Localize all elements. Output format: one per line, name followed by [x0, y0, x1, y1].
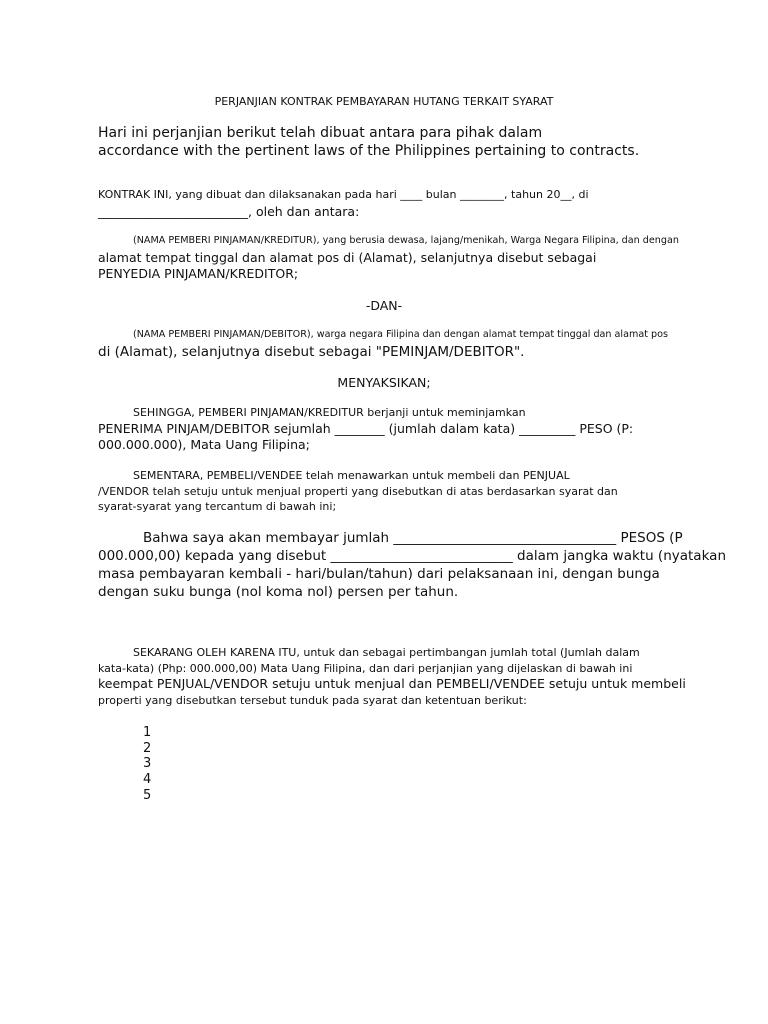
promise-line-2: 000.000,00) kepada yang disebut ___________________________ dalam jangka waktu (nyatakan: [98, 548, 726, 564]
creditor-line-2: alamat tempat tinggal dan alamat pos di (Alamat), selanjutnya disebut sebagai: [98, 250, 597, 265]
creditor-line-3: PENYEDIA PINJAMAN/KREDITOR;: [98, 266, 299, 281]
now-therefore-line-1: SEKARANG OLEH KARENA ITU, untuk dan sebagai pertimbangan jumlah total (Jumlah dalam: [133, 646, 640, 659]
creditor-line-1: (NAMA PEMBERI PINJAMAN/KREDITUR), yang berusia dewasa, lajang/menikah, Warga Negara Filipina, dan dengan: [133, 235, 679, 246]
now-therefore-line-2: kata-kata) (Php: 000.000,00) Mata Uang Filipina, dan dari perjanjian yang dijelaskan di bawah ini: [98, 662, 633, 675]
witness-heading: MENYAKSIKAN;: [337, 375, 431, 390]
now-therefore-line-3: keempat PENJUAL/VENDOR setuju untuk menjual dan PEMBELI/VENDEE setuju untuk membeli: [98, 676, 686, 691]
term-number-5: 5: [143, 788, 152, 803]
promise-line-3: masa pembayaran kembali - hari/bulan/tahun) dari pelaksanaan ini, dengan bunga: [98, 566, 660, 582]
term-number-3: 3: [143, 756, 152, 771]
intro-line-2: accordance with the pertinent laws of the Philippines pertaining to contracts.: [98, 143, 640, 159]
whereas2-line-1: SEMENTARA, PEMBELI/VENDEE telah menawarkan untuk membeli dan PENJUAL: [133, 469, 570, 482]
term-number-4: 4: [143, 772, 152, 787]
contract-line-2: ________________________, oleh dan antara:: [98, 204, 360, 219]
debtor-line-2: di (Alamat), selanjutnya disebut sebagai "PEMINJAM/DEBITOR".: [98, 344, 525, 360]
document-title: PERJANJIAN KONTRAK PEMBAYARAN HUTANG TERKAIT SYARAT: [214, 95, 554, 108]
term-number-2: 2: [143, 741, 152, 756]
promise-line-4: dengan suku bunga (nol koma nol) persen per tahun.: [98, 584, 459, 600]
whereas2-line-2: /VENDOR telah setuju untuk menjual properti yang disebutkan di atas berdasarkan syarat dan: [98, 485, 618, 498]
term-number-1: 1: [143, 725, 152, 740]
whereas1-line-2: PENERIMA PINJAM/DEBITOR sejumlah ________ (jumlah dalam kata) _________ PESO (P:: [98, 421, 634, 436]
promise-line-1: Bahwa saya akan membayar jumlah _________________________________ PESOS (P: [143, 530, 683, 546]
dan-separator: -DAN-: [365, 298, 403, 313]
now-therefore-line-4: properti yang disebutkan tersebut tunduk pada syarat dan ketentuan berikut:: [98, 694, 527, 707]
contract-line-1: KONTRAK INI, yang dibuat dan dilaksanakan pada hari ____ bulan ________, tahun 20__, di: [98, 188, 589, 201]
whereas1-line-3: 000.000.000), Mata Uang Filipina;: [98, 437, 310, 452]
intro-line-1: Hari ini perjanjian berikut telah dibuat antara para pihak dalam: [98, 125, 543, 141]
debtor-line-1: (NAMA PEMBERI PINJAMAN/DEBITOR), warga negara Filipina dan dengan alamat tempat tinggal dan alamat pos: [133, 329, 668, 340]
whereas2-line-3: syarat-syarat yang tercantum di bawah ini;: [98, 500, 337, 513]
whereas1-line-1: SEHINGGA, PEMBERI PINJAMAN/KREDITUR berjanji untuk meminjamkan: [133, 406, 526, 419]
